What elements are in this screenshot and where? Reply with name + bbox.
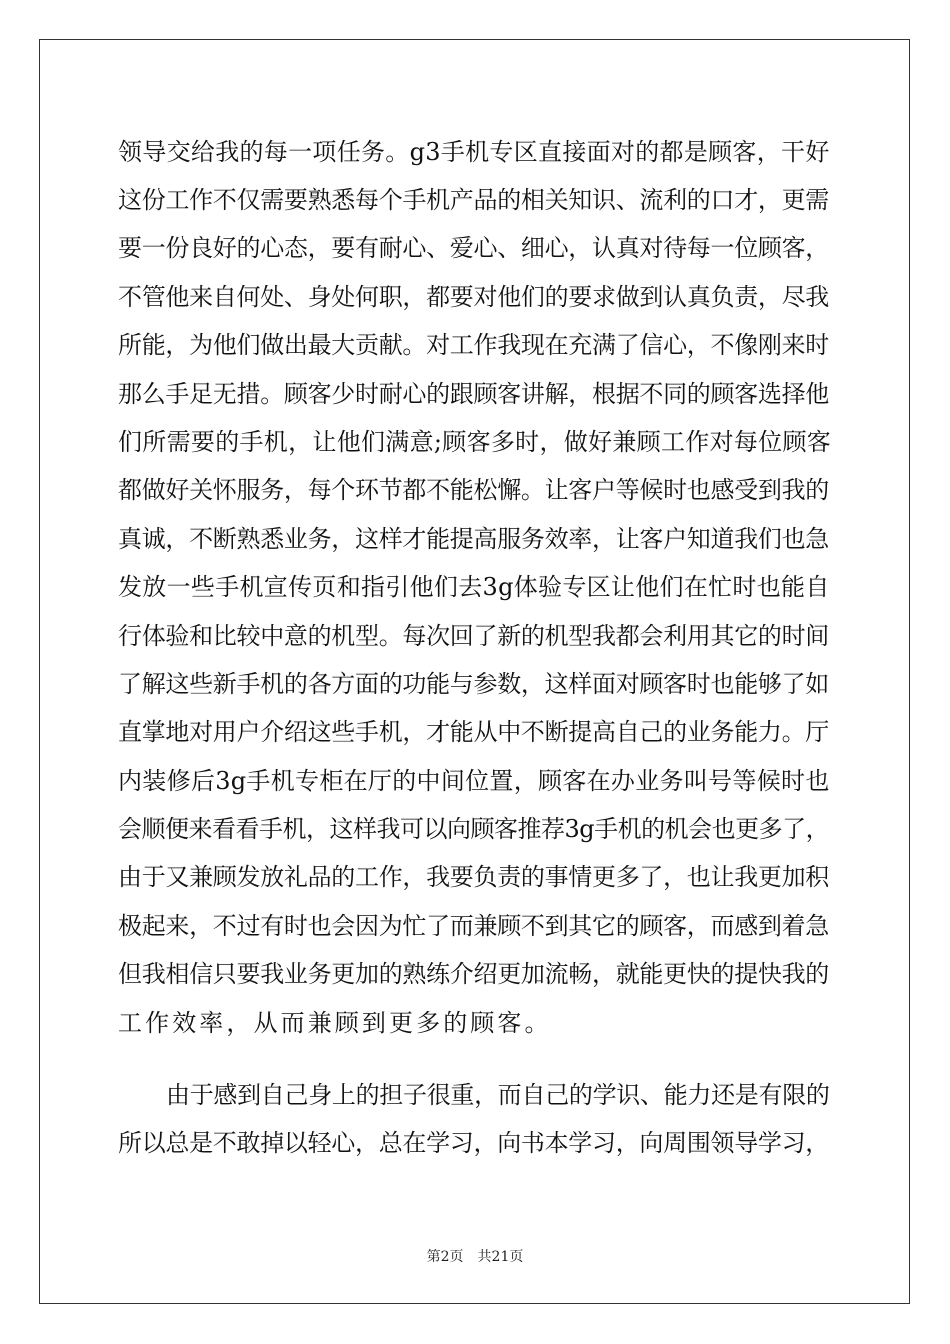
body-line-16: 由于又兼顾发放礼品的工作，我要负责的事情更多了，也让我更加积 [118, 863, 829, 891]
body-line-7: 们所需要的手机，让他们满意;顾客多时，做好兼顾工作对每位顾客 [118, 428, 832, 456]
body-line-3: 要一份良好的心态，要有耐心、爱心、细心，认真对待每一位顾客， [118, 234, 829, 262]
body-line-17: 极起来，不过有时也会因为忙了而兼顾不到其它的顾客，而感到着急 [118, 912, 829, 940]
body-line-10: 发放一些手机宣传页和指引他们去3g体验专区让他们在忙时也能自 [118, 573, 830, 601]
body-line-13: 直掌地对用户介绍这些手机，才能从中不断提高自己的业务能力。厅 [118, 718, 829, 746]
body-line-4: 不管他来自何处、身处何职，都要对他们的要求做到认真负责，尽我 [118, 283, 829, 311]
body-line-12: 了解这些新手机的各方面的功能与参数，这样面对顾客时也能够了如 [118, 670, 829, 698]
body-line-14: 内装修后3g手机专柜在厅的中间位置，顾客在办业务叫号等候时也 [118, 767, 830, 795]
body-line-8: 都做好关怀服务，每个环节都不能松懈。让客户等候时也感受到我的 [118, 476, 829, 504]
body-line-5: 所能，为他们做出最大贡献。对工作我现在充满了信心，不像刚来时 [118, 331, 829, 359]
body-line-18: 但我相信只要我业务更加的熟练介绍更加流畅，就能更快的提快我的 [118, 960, 829, 988]
body-line-1: 领导交给我的每一项任务。g3手机专区直接面对的都是顾客，干好 [118, 138, 830, 166]
page-number: 第2页 共21页 [426, 1249, 524, 1265]
body-line-19: 工作效率，从而兼顾到更多的顾客。 [118, 1009, 552, 1037]
body-line-9: 真诚，不断熟悉业务，这样才能提高服务效率，让客户知道我们也急 [118, 525, 829, 553]
body-line-21: 所以总是不敢掉以轻心，总在学习，向书本学习，向周围领导学习， [118, 1129, 829, 1157]
body-line-15: 会顺便来看看手机，这样我可以向顾客推荐3g手机的机会也更多了， [118, 815, 830, 843]
body-line-6: 那么手足无措。顾客少时耐心的跟顾客讲解，根据不同的顾客选择他 [118, 380, 829, 408]
body-line-2: 这份工作不仅需要熟悉每个手机产品的相关知识、流利的口才，更需 [118, 186, 829, 214]
body-line-11: 行体验和比较中意的机型。每次回了新的机型我都会利用其它的时间 [118, 622, 829, 650]
body-line-20: 由于感到自己身上的担子很重，而自己的学识、能力还是有限的 [166, 1081, 830, 1109]
